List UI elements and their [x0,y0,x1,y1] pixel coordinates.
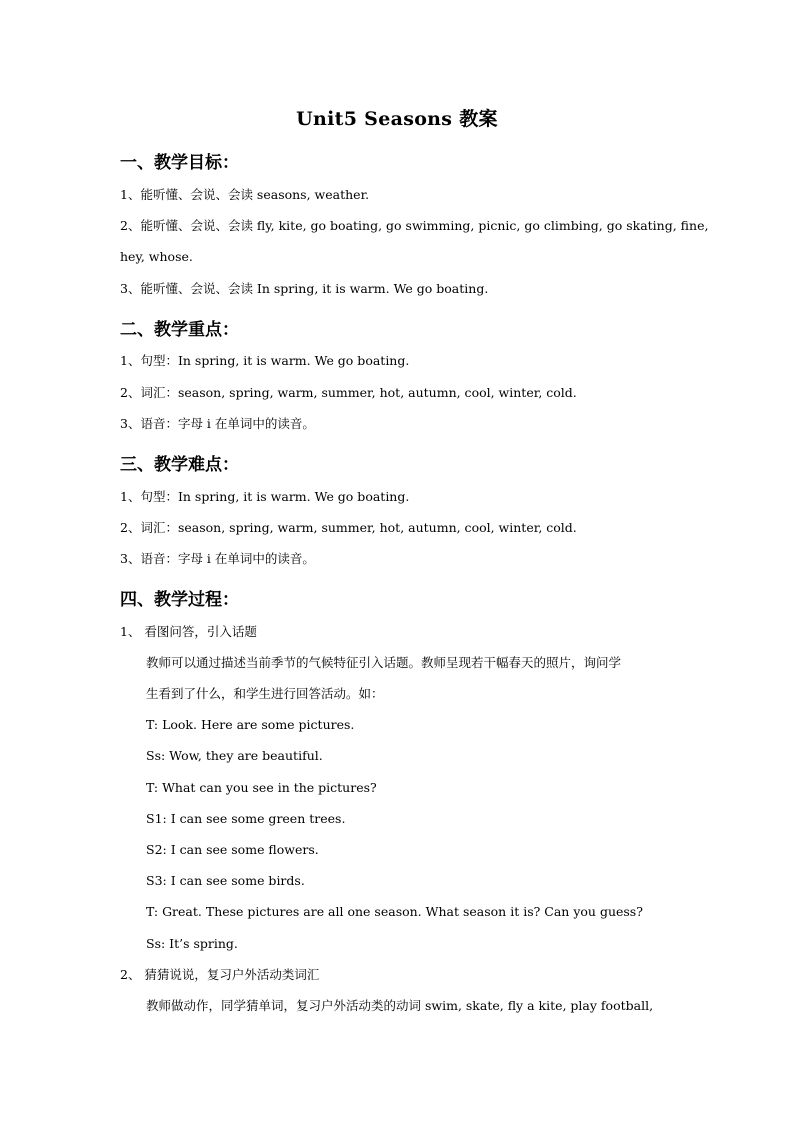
section-heading-process: 四、教学过程： [120,590,239,610]
objective-line: 3、能听懂、会说、会读 In spring, it is warm. We go boating. [120,281,489,296]
objective-line: 1、能听懂、会说、会读 seasons, weather. [120,187,370,202]
key-point-line: 1、句型：In spring, it is warm. We go boating. [120,353,410,368]
process-step-title: 1、 看图问答，引入话题 [120,624,257,639]
difficulty-line: 2、词汇：season, spring, warm, summer, hot, autumn, cool, winter, cold. [120,520,577,535]
difficulty-line: 1、句型：In spring, it is warm. We go boating. [120,489,410,504]
difficulty-line: 3、语音：字母 i 在单词中的读音。 [120,551,315,566]
dialogue-line: S1: I can see some green trees. [146,811,346,826]
dialogue-line: T: What can you see in the pictures? [146,780,377,795]
key-point-line: 2、词汇：season, spring, warm, summer, hot, autumn, cool, winter, cold. [120,385,577,400]
dialogue-line: Ss: Wow, they are beautiful. [146,748,323,763]
process-step-line: 教师做动作，同学猜单词，复习户外活动类的动词 swim, skate, fly a kite, play football, [146,998,654,1013]
process-step-title: 2、 猜猜说说，复习户外活动类词汇 [120,967,320,982]
dialogue-line: S2: I can see some flowers. [146,842,319,857]
section-heading-key-points: 二、教学重点： [120,320,239,340]
objective-line: 2、能听懂、会说、会读 fly, kite, go boating, go swimming, picnic, go climbing, go skating, fine, [120,218,709,233]
dialogue-line: T: Great. These pictures are all one season. What season it is? Can you guess? [146,904,643,919]
section-heading-difficulties: 三、教学难点： [120,455,239,475]
dialogue-line: Ss: It’s spring. [146,936,238,951]
section-heading-objectives: 一、教学目标： [120,153,239,173]
objective-line: hey, whose. [120,249,193,264]
process-step-line: 教师可以通过描述当前季节的气候特征引入话题。教师呈现若干幅春天的照片，询问学 [146,655,622,670]
dialogue-line: T: Look. Here are some pictures. [146,717,355,732]
process-step-line: 生看到了什么，和学生进行回答活动。如： [146,686,384,701]
dialogue-line: S3: I can see some birds. [146,873,305,888]
document-title: Unit5 Seasons 教案 [296,108,498,130]
key-point-line: 3、语音：字母 i 在单词中的读音。 [120,416,315,431]
